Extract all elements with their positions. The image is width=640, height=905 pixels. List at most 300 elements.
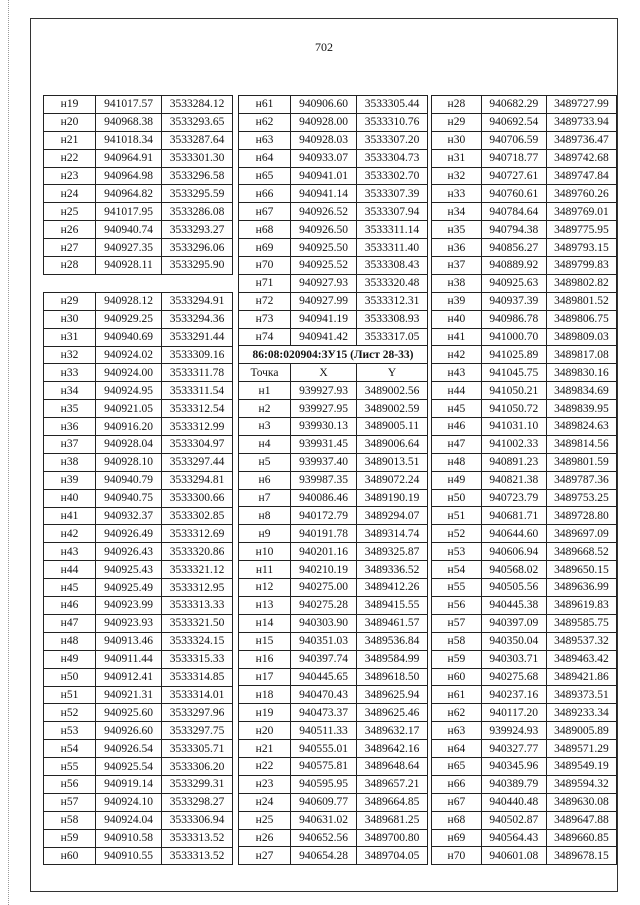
table-row bbox=[239, 274, 428, 292]
y-cell: 3533313.52 bbox=[162, 847, 233, 865]
x-cell: 940856.27 bbox=[481, 239, 546, 257]
table-row bbox=[432, 507, 617, 525]
x-cell: 940440.48 bbox=[481, 793, 546, 811]
point-cell: н54 bbox=[44, 740, 96, 758]
y-cell: 3533321.12 bbox=[162, 561, 233, 579]
table-row bbox=[44, 525, 233, 543]
point-cell: н29 bbox=[44, 292, 96, 310]
table-row bbox=[44, 775, 233, 793]
table-row bbox=[239, 793, 428, 811]
table-row bbox=[44, 221, 233, 239]
table-row bbox=[44, 131, 233, 149]
y-cell: 3489625.94 bbox=[357, 686, 428, 704]
point-cell: н44 bbox=[432, 382, 482, 400]
table-row bbox=[432, 668, 617, 686]
table-row bbox=[432, 310, 617, 328]
point-cell: н46 bbox=[44, 597, 96, 615]
table-row bbox=[239, 239, 428, 257]
y-cell: 3533291.44 bbox=[162, 328, 233, 346]
x-cell: 940910.55 bbox=[96, 847, 162, 865]
y-cell: 3489630.08 bbox=[546, 793, 616, 811]
point-cell: н64 bbox=[239, 149, 291, 167]
y-cell: 3489650.15 bbox=[546, 561, 616, 579]
x-cell: 940925.52 bbox=[291, 257, 357, 275]
point-cell: н66 bbox=[239, 185, 291, 203]
x-cell: 940275.00 bbox=[291, 579, 357, 597]
x-cell: 940929.25 bbox=[96, 310, 162, 328]
point-cell: н62 bbox=[239, 113, 291, 131]
point-cell: н48 bbox=[44, 632, 96, 650]
y-cell: 3533299.31 bbox=[162, 775, 233, 793]
table-row bbox=[239, 292, 428, 310]
table-header-row bbox=[239, 364, 428, 382]
x-cell: 939987.35 bbox=[291, 471, 357, 489]
point-cell: н52 bbox=[432, 525, 482, 543]
x-cell: 941025.89 bbox=[481, 346, 546, 364]
point-cell: н41 bbox=[44, 507, 96, 525]
x-cell: 940925.50 bbox=[291, 239, 357, 257]
y-cell: 3489005.11 bbox=[357, 418, 428, 436]
table-row bbox=[239, 471, 428, 489]
point-cell: н26 bbox=[44, 221, 96, 239]
y-cell: 3489817.08 bbox=[546, 346, 616, 364]
point-cell: н32 bbox=[44, 346, 96, 364]
y-cell: 3533300.66 bbox=[162, 489, 233, 507]
point-cell: н31 bbox=[432, 149, 482, 167]
x-cell: 940445.65 bbox=[291, 668, 357, 686]
table-row bbox=[432, 811, 617, 829]
table-row bbox=[239, 113, 428, 131]
y-cell: 3489736.47 bbox=[546, 131, 616, 149]
point-cell: н37 bbox=[432, 257, 482, 275]
table-row bbox=[239, 382, 428, 400]
point-cell: н13 bbox=[239, 596, 291, 614]
table-row bbox=[44, 185, 233, 203]
y-cell: 3533320.86 bbox=[162, 543, 233, 561]
y-cell: 3533321.50 bbox=[162, 614, 233, 632]
table-row bbox=[44, 96, 233, 114]
table-row bbox=[432, 722, 617, 740]
column-middle bbox=[238, 95, 428, 865]
table-row bbox=[239, 775, 428, 793]
x-cell: 940921.31 bbox=[96, 686, 162, 704]
column-left bbox=[43, 95, 233, 865]
table-row bbox=[44, 400, 233, 418]
table-row bbox=[432, 847, 617, 865]
table-row bbox=[239, 400, 428, 418]
x-cell: 939937.40 bbox=[291, 453, 357, 471]
x-cell: 940968.38 bbox=[96, 113, 162, 131]
table-row bbox=[239, 131, 428, 149]
point-cell: н38 bbox=[432, 274, 482, 292]
point-cell: н46 bbox=[432, 418, 482, 436]
x-cell: 940275.28 bbox=[291, 596, 357, 614]
point-cell: н71 bbox=[239, 274, 291, 292]
y-cell: 3533304.97 bbox=[162, 436, 233, 454]
table-row bbox=[44, 740, 233, 758]
point-cell: н60 bbox=[44, 847, 96, 865]
y-cell: 3489834.69 bbox=[546, 382, 616, 400]
table-row bbox=[432, 543, 617, 561]
y-cell: 3533317.05 bbox=[357, 328, 428, 346]
y-cell: 3533296.06 bbox=[162, 239, 233, 257]
x-cell: 940889.92 bbox=[481, 257, 546, 275]
y-cell: 3489585.75 bbox=[546, 614, 616, 632]
x-cell: 940201.16 bbox=[291, 543, 357, 561]
y-cell: 3489415.55 bbox=[357, 596, 428, 614]
y-cell: 3489072.24 bbox=[357, 471, 428, 489]
y-cell: 3533297.75 bbox=[162, 722, 233, 740]
point-cell: н61 bbox=[432, 686, 482, 704]
table-row bbox=[44, 793, 233, 811]
x-cell: 940345.96 bbox=[481, 757, 546, 775]
y-cell: 3489619.83 bbox=[546, 596, 616, 614]
point-cell: н42 bbox=[44, 525, 96, 543]
point-cell: н34 bbox=[44, 382, 96, 400]
x-cell: 940327.77 bbox=[481, 740, 546, 758]
coords-table-middle bbox=[238, 95, 428, 865]
point-cell: н21 bbox=[44, 131, 96, 149]
table-row bbox=[44, 561, 233, 579]
y-cell: 3489801.52 bbox=[546, 292, 616, 310]
table-row bbox=[239, 668, 428, 686]
y-cell: 3489461.57 bbox=[357, 614, 428, 632]
x-cell: 940928.10 bbox=[96, 453, 162, 471]
y-cell: 3489700.80 bbox=[357, 829, 428, 847]
x-cell: 940760.61 bbox=[481, 185, 546, 203]
table-row bbox=[44, 149, 233, 167]
y-cell: 3533284.12 bbox=[162, 96, 233, 114]
y-cell: 3489839.95 bbox=[546, 400, 616, 418]
point-cell: н2 bbox=[239, 400, 291, 418]
x-cell: 940606.94 bbox=[481, 543, 546, 561]
point-cell: н67 bbox=[239, 203, 291, 221]
y-cell: 3489747.84 bbox=[546, 167, 616, 185]
table-row bbox=[432, 382, 617, 400]
table-row bbox=[44, 310, 233, 328]
x-cell: 940794.38 bbox=[481, 221, 546, 239]
point-cell: н23 bbox=[44, 167, 96, 185]
y-cell: 3533307.39 bbox=[357, 185, 428, 203]
y-cell: 3489013.51 bbox=[357, 453, 428, 471]
point-cell: н63 bbox=[432, 722, 482, 740]
column-header: Y bbox=[357, 364, 428, 382]
x-cell: 940706.59 bbox=[481, 131, 546, 149]
table-row bbox=[44, 257, 233, 275]
point-cell: н35 bbox=[44, 400, 96, 418]
y-cell: 3533302.85 bbox=[162, 507, 233, 525]
x-cell: 940601.08 bbox=[481, 847, 546, 865]
point-cell: н49 bbox=[432, 471, 482, 489]
table-gap-row bbox=[44, 274, 233, 292]
point-cell: н53 bbox=[432, 543, 482, 561]
table-row bbox=[432, 131, 617, 149]
table-row bbox=[432, 149, 617, 167]
table-row bbox=[44, 650, 233, 668]
point-cell: н56 bbox=[432, 596, 482, 614]
table-row bbox=[44, 436, 233, 454]
table-row bbox=[44, 239, 233, 257]
point-cell: н50 bbox=[44, 668, 96, 686]
x-cell: 940821.38 bbox=[481, 471, 546, 489]
table-row bbox=[432, 596, 617, 614]
y-cell: 3489753.25 bbox=[546, 489, 616, 507]
x-cell: 940609.77 bbox=[291, 793, 357, 811]
x-cell: 940940.79 bbox=[96, 471, 162, 489]
point-cell: н22 bbox=[239, 757, 291, 775]
x-cell: 940928.04 bbox=[96, 436, 162, 454]
table-row bbox=[239, 632, 428, 650]
y-cell: 3533313.33 bbox=[162, 597, 233, 615]
point-cell: н68 bbox=[432, 811, 482, 829]
table-row bbox=[44, 489, 233, 507]
coords-table-left bbox=[43, 95, 233, 865]
y-cell: 3533294.36 bbox=[162, 310, 233, 328]
point-cell: н8 bbox=[239, 507, 291, 525]
point-cell: н50 bbox=[432, 489, 482, 507]
y-cell: 3533305.71 bbox=[162, 740, 233, 758]
column-header: Точка bbox=[239, 364, 291, 382]
y-cell: 3489678.15 bbox=[546, 847, 616, 865]
table-row bbox=[239, 704, 428, 722]
table-row bbox=[432, 346, 617, 364]
x-cell: 940191.78 bbox=[291, 525, 357, 543]
table-row bbox=[432, 364, 617, 382]
table-row bbox=[432, 257, 617, 275]
x-cell: 940926.50 bbox=[291, 221, 357, 239]
point-cell: н19 bbox=[44, 96, 96, 114]
point-cell: н54 bbox=[432, 561, 482, 579]
point-cell: н73 bbox=[239, 310, 291, 328]
x-cell: 940941.14 bbox=[291, 185, 357, 203]
x-cell: 940397.09 bbox=[481, 614, 546, 632]
y-cell: 3533320.48 bbox=[357, 274, 428, 292]
x-cell: 940644.60 bbox=[481, 525, 546, 543]
table-row bbox=[44, 382, 233, 400]
table-row bbox=[239, 722, 428, 740]
x-cell: 941000.70 bbox=[481, 328, 546, 346]
table-row bbox=[239, 310, 428, 328]
table-row bbox=[44, 453, 233, 471]
table-row bbox=[432, 579, 617, 597]
table-row bbox=[432, 650, 617, 668]
x-cell: 940682.29 bbox=[481, 96, 546, 114]
y-cell: 3533311.78 bbox=[162, 364, 233, 382]
y-cell: 3533308.43 bbox=[357, 257, 428, 275]
x-cell: 940926.54 bbox=[96, 740, 162, 758]
table-row bbox=[44, 543, 233, 561]
x-cell: 939924.93 bbox=[481, 722, 546, 740]
point-cell: н40 bbox=[44, 489, 96, 507]
table-row bbox=[44, 686, 233, 704]
table-row bbox=[239, 418, 428, 436]
point-cell: н49 bbox=[44, 650, 96, 668]
x-cell: 940350.04 bbox=[481, 632, 546, 650]
y-cell: 3489648.64 bbox=[357, 757, 428, 775]
x-cell: 940595.95 bbox=[291, 775, 357, 793]
table-row bbox=[44, 847, 233, 865]
x-cell: 940928.03 bbox=[291, 131, 357, 149]
point-cell: н74 bbox=[239, 328, 291, 346]
parcel-caption: 86:08:020904:ЗУ15 (Лист 28-33) bbox=[239, 346, 428, 364]
y-cell: 3489657.21 bbox=[357, 775, 428, 793]
table-row bbox=[432, 740, 617, 758]
table-row bbox=[239, 543, 428, 561]
y-cell: 3533302.70 bbox=[357, 167, 428, 185]
point-cell: н3 bbox=[239, 418, 291, 436]
x-cell: 941050.72 bbox=[481, 400, 546, 418]
y-cell: 3489571.29 bbox=[546, 740, 616, 758]
table-row bbox=[239, 686, 428, 704]
y-cell: 3489799.83 bbox=[546, 257, 616, 275]
x-cell: 940727.61 bbox=[481, 167, 546, 185]
x-cell: 940927.35 bbox=[96, 239, 162, 257]
x-cell: 940086.46 bbox=[291, 489, 357, 507]
x-cell: 940925.43 bbox=[96, 561, 162, 579]
point-cell: н44 bbox=[44, 561, 96, 579]
x-cell: 940941.01 bbox=[291, 167, 357, 185]
x-cell: 940911.44 bbox=[96, 650, 162, 668]
y-cell: 3489373.51 bbox=[546, 686, 616, 704]
table-row bbox=[44, 113, 233, 131]
x-cell: 939930.13 bbox=[291, 418, 357, 436]
table-row bbox=[239, 185, 428, 203]
x-cell: 940275.68 bbox=[481, 668, 546, 686]
point-cell: н40 bbox=[432, 310, 482, 328]
x-cell: 940210.19 bbox=[291, 561, 357, 579]
point-cell: н45 bbox=[432, 400, 482, 418]
x-cell: 940564.43 bbox=[481, 829, 546, 847]
y-cell: 3489793.15 bbox=[546, 239, 616, 257]
y-cell: 3489801.59 bbox=[546, 453, 616, 471]
table-row bbox=[432, 292, 617, 310]
x-cell: 941045.75 bbox=[481, 364, 546, 382]
x-cell: 940237.16 bbox=[481, 686, 546, 704]
table-row bbox=[44, 292, 233, 310]
x-cell: 940502.87 bbox=[481, 811, 546, 829]
point-cell: н60 bbox=[432, 668, 482, 686]
table-row bbox=[239, 203, 428, 221]
x-cell: 940555.01 bbox=[291, 740, 357, 758]
column-header: X bbox=[291, 364, 357, 382]
page-frame bbox=[30, 18, 618, 892]
x-cell: 940940.75 bbox=[96, 489, 162, 507]
x-cell: 940964.91 bbox=[96, 149, 162, 167]
table-row bbox=[432, 525, 617, 543]
table-row bbox=[239, 221, 428, 239]
x-cell: 940927.99 bbox=[291, 292, 357, 310]
point-cell: н72 bbox=[239, 292, 291, 310]
table-row bbox=[44, 471, 233, 489]
point-cell: н1 bbox=[239, 382, 291, 400]
x-cell: 940925.54 bbox=[96, 758, 162, 776]
x-cell: 940505.56 bbox=[481, 579, 546, 597]
y-cell: 3533309.16 bbox=[162, 346, 233, 364]
point-cell: н52 bbox=[44, 704, 96, 722]
point-cell: н64 bbox=[432, 740, 482, 758]
point-cell: н29 bbox=[432, 113, 482, 131]
y-cell: 3533306.94 bbox=[162, 811, 233, 829]
y-cell: 3489802.82 bbox=[546, 274, 616, 292]
table-row bbox=[44, 364, 233, 382]
point-cell: н19 bbox=[239, 704, 291, 722]
y-cell: 3533312.95 bbox=[162, 579, 233, 597]
y-cell: 3533312.69 bbox=[162, 525, 233, 543]
x-cell: 940923.93 bbox=[96, 614, 162, 632]
x-cell: 940921.05 bbox=[96, 400, 162, 418]
y-cell: 3533315.33 bbox=[162, 650, 233, 668]
y-cell: 3533314.85 bbox=[162, 668, 233, 686]
table-row bbox=[239, 740, 428, 758]
point-cell: н47 bbox=[44, 614, 96, 632]
x-cell: 940891.23 bbox=[481, 453, 546, 471]
table-row bbox=[432, 239, 617, 257]
x-cell: 940932.37 bbox=[96, 507, 162, 525]
point-cell: н25 bbox=[44, 203, 96, 221]
table-row bbox=[432, 775, 617, 793]
table-row bbox=[44, 668, 233, 686]
point-cell: н47 bbox=[432, 435, 482, 453]
point-cell: н30 bbox=[44, 310, 96, 328]
table-row bbox=[432, 453, 617, 471]
y-cell: 3533312.54 bbox=[162, 400, 233, 418]
y-cell: 3489625.46 bbox=[357, 704, 428, 722]
point-cell: н58 bbox=[432, 632, 482, 650]
x-cell: 941050.21 bbox=[481, 382, 546, 400]
y-cell: 3489760.26 bbox=[546, 185, 616, 203]
y-cell: 3489314.74 bbox=[357, 525, 428, 543]
y-cell: 3489642.16 bbox=[357, 740, 428, 758]
point-cell: н70 bbox=[432, 847, 482, 865]
y-cell: 3533307.20 bbox=[357, 131, 428, 149]
table-row bbox=[239, 489, 428, 507]
x-cell: 940397.74 bbox=[291, 650, 357, 668]
point-cell: н39 bbox=[432, 292, 482, 310]
point-cell: н65 bbox=[432, 757, 482, 775]
y-cell: 3489647.88 bbox=[546, 811, 616, 829]
x-cell: 940924.02 bbox=[96, 346, 162, 364]
y-cell: 3489190.19 bbox=[357, 489, 428, 507]
table-row bbox=[239, 811, 428, 829]
y-cell: 3489325.87 bbox=[357, 543, 428, 561]
point-cell: н51 bbox=[432, 507, 482, 525]
y-cell: 3489594.32 bbox=[546, 775, 616, 793]
table-row bbox=[432, 757, 617, 775]
point-cell: н24 bbox=[239, 793, 291, 811]
y-cell: 3489618.50 bbox=[357, 668, 428, 686]
x-cell: 940351.03 bbox=[291, 632, 357, 650]
y-cell: 3489002.59 bbox=[357, 400, 428, 418]
point-cell: н58 bbox=[44, 811, 96, 829]
table-row bbox=[239, 507, 428, 525]
x-cell: 940928.11 bbox=[96, 257, 162, 275]
x-cell: 940926.52 bbox=[291, 203, 357, 221]
y-cell: 3533308.93 bbox=[357, 310, 428, 328]
table-row bbox=[239, 328, 428, 346]
x-cell: 940933.07 bbox=[291, 149, 357, 167]
y-cell: 3533313.52 bbox=[162, 829, 233, 847]
y-cell: 3489733.94 bbox=[546, 113, 616, 131]
y-cell: 3533306.20 bbox=[162, 758, 233, 776]
x-cell: 940575.81 bbox=[291, 757, 357, 775]
x-cell: 940692.54 bbox=[481, 113, 546, 131]
x-cell: 940470.43 bbox=[291, 686, 357, 704]
point-cell: н45 bbox=[44, 579, 96, 597]
table-row bbox=[239, 596, 428, 614]
y-cell: 3489336.52 bbox=[357, 561, 428, 579]
table-row bbox=[44, 829, 233, 847]
x-cell: 940445.38 bbox=[481, 596, 546, 614]
